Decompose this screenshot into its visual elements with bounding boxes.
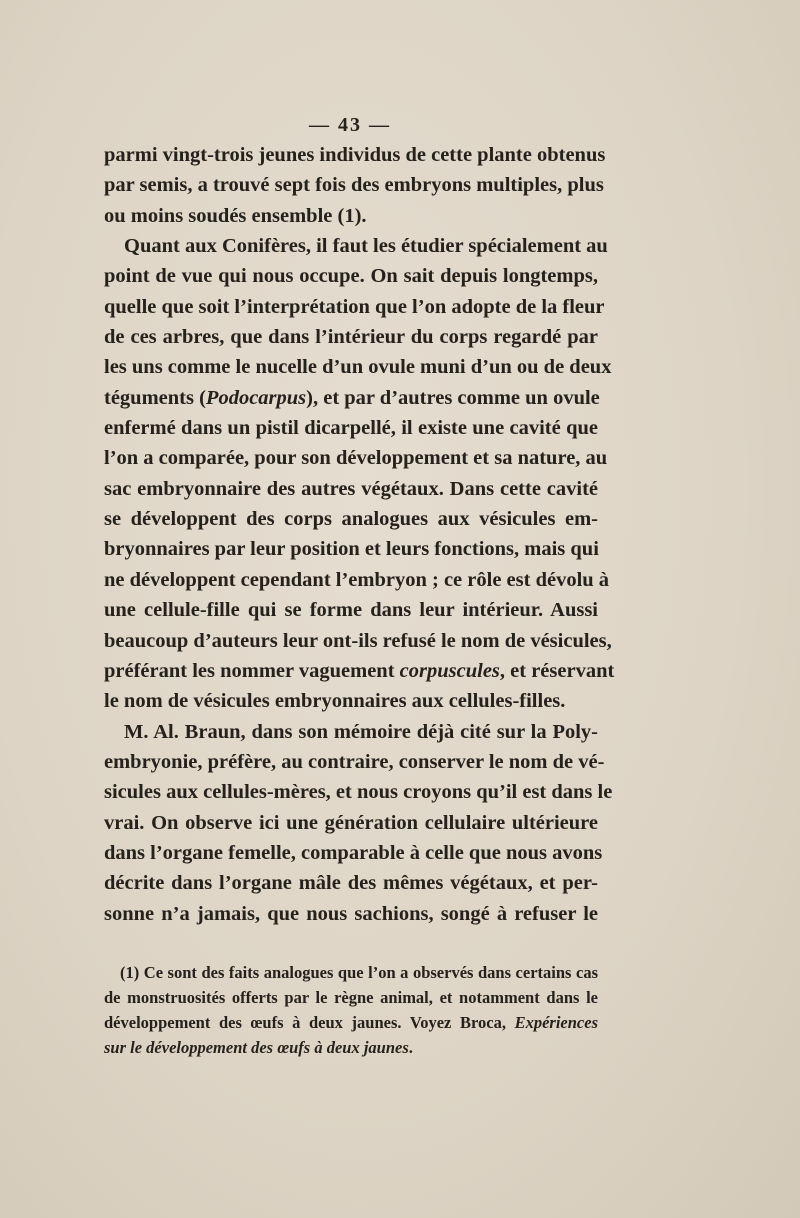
- body-line: l’on a comparée, pour son développement et sa nature, au: [104, 447, 608, 470]
- footnote-line: (1) Ce sont des faits analogues que l’on a observés dans certains cas: [120, 963, 598, 982]
- body-line: ne développent cependant l’embryon ; ce rôle est dévolu à: [104, 568, 610, 591]
- footnote-line: de monstruosités offerts par le règne animal, et notamment dans le: [104, 988, 598, 1007]
- footnote-line: sur le développement des œufs à deux jaunes.: [104, 1038, 413, 1057]
- footnote-line: développement des œufs à deux jaunes. Voyez Broca, Expériences: [104, 1013, 598, 1032]
- body-line: Quant aux Conifères, il faut les étudier spécialement au: [124, 235, 608, 258]
- body-line: dans l’organe femelle, comparable à celle que nous avons: [104, 841, 603, 864]
- body-line: bryonnaires par leur position et leurs fonctions, mais qui: [104, 538, 599, 561]
- body-line: se développent des corps analogues aux vésicules em-: [104, 508, 598, 531]
- body-line: téguments (Podocarpus), et par d’autres comme un ovule: [104, 386, 600, 409]
- body-line: ou moins soudés ensemble (1).: [104, 204, 367, 227]
- body-line: embryonie, préfère, au contraire, conserver le nom de vé-: [104, 750, 605, 773]
- body-line: par semis, a trouvé sept fois des embryons multiples, plus: [104, 174, 604, 197]
- body-line: M. Al. Braun, dans son mémoire déjà cité sur la Poly-: [124, 720, 598, 743]
- body-line: sicules aux cellules-mères, et nous croyons qu’il est dans le: [104, 781, 613, 804]
- body-line: préférant les nommer vaguement corpuscules, et réservant: [104, 659, 615, 682]
- body-line: beaucoup d’auteurs leur ont-ils refusé le nom de vésicules,: [104, 629, 612, 652]
- body-line: les uns comme le nucelle d’un ovule muni d’un ou de deux: [104, 356, 612, 379]
- body-line: point de vue qui nous occupe. On sait depuis longtemps,: [104, 265, 598, 288]
- body-line: une cellule-fille qui se forme dans leur intérieur. Aussi: [104, 599, 598, 622]
- body-line: sac embryonnaire des autres végétaux. Dans cette cavité: [104, 477, 598, 500]
- body-line: le nom de vésicules embryonnaires aux cellules-filles.: [104, 690, 566, 713]
- footnote: [104, 960, 598, 1060]
- body-line: vrai. On observe ici une génération cellulaire ultérieure: [104, 811, 598, 834]
- body-line: enfermé dans un pistil dicarpellé, il existe une cavité que: [104, 417, 598, 440]
- body-line: sonne n’a jamais, que nous sachions, songé à refuser le: [104, 902, 598, 925]
- body-line: de ces arbres, que dans l’intérieur du corps regardé par: [104, 326, 598, 349]
- body-text: [104, 140, 615, 929]
- body-line: quelle que soit l’interprétation que l’on adopte de la fleur: [104, 295, 605, 318]
- page-number: — 43 —: [309, 114, 391, 136]
- body-line: décrite dans l’organe mâle des mêmes végétaux, et per-: [104, 872, 598, 895]
- body-line: parmi vingt-trois jeunes individus de cette plante obtenus: [104, 144, 606, 166]
